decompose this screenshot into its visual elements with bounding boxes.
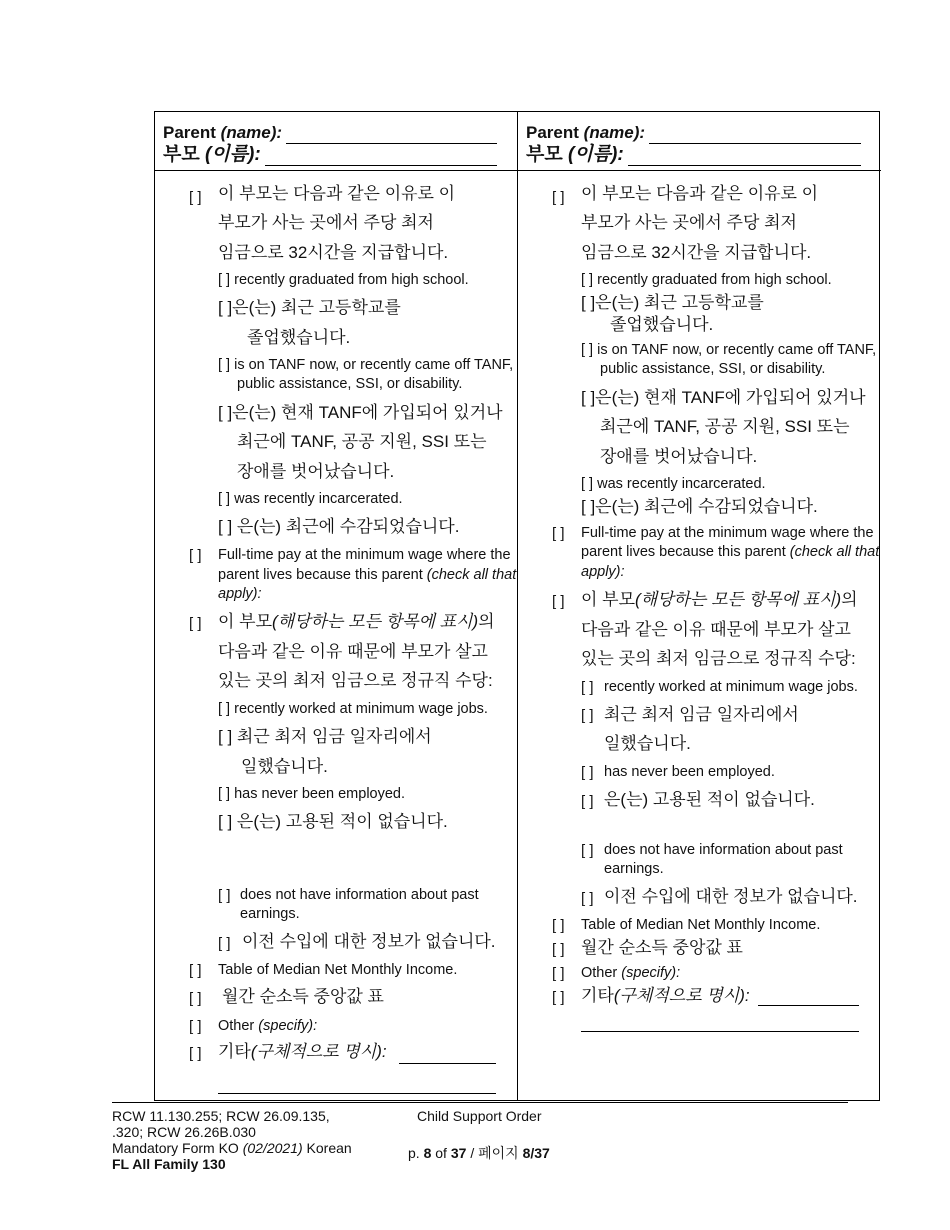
checkbox-fulltime-en[interactable]: [ ] <box>552 525 565 542</box>
text-fulltime-en-1: Full-time pay at the minimum wage where the <box>218 547 511 563</box>
other-specify-field-1[interactable] <box>399 1063 496 1064</box>
footer-form-id: FL All Family 130 <box>112 1156 226 1172</box>
option-incarcerated-en[interactable]: [ ] was recently incarcerated. <box>218 491 403 507</box>
option-no-earnings-ko: 이전 수입에 대한 정보가 없습니다. <box>242 932 496 951</box>
parent-name-field[interactable] <box>649 126 861 144</box>
option-tanf-en-1[interactable]: [ ] is on TANF now, or recently came off TANF, <box>581 342 877 358</box>
checkbox-median-en[interactable]: [ ] <box>189 962 202 979</box>
option-tanf-ko-1[interactable]: [ ]은(는) 현재 TANF에 가입되어 있거나 <box>581 388 866 407</box>
option-graduated-ko-2: 졸업했습니다. <box>247 328 351 347</box>
option-tanf-ko-2: 최근에 TANF, 공공 지원, SSI 또는 <box>600 417 850 436</box>
parent-label: Parent <box>163 123 216 142</box>
footer-document-title: Child Support Order <box>417 1108 542 1124</box>
checkbox-fulltime-ko[interactable]: [ ] <box>189 615 202 632</box>
footer-divider <box>112 1102 848 1103</box>
checkbox-never-employed-en[interactable]: [ ] <box>581 764 594 781</box>
option-never-employed-ko: 은(는) 고용된 적이 없습니다. <box>604 790 815 809</box>
checkbox-other-en[interactable]: [ ] <box>189 1018 202 1035</box>
option-tanf-ko-2: 최근에 TANF, 공공 지원, SSI 또는 <box>237 432 487 451</box>
option-no-earnings-ko: 이전 수입에 대한 정보가 없습니다. <box>604 887 858 906</box>
other-specify-field-1[interactable] <box>758 1005 859 1006</box>
text-median-ko: 월간 순소득 중앙값 표 <box>581 938 743 957</box>
text-32hours-3: 임금으로 32시간을 지급합니다. <box>581 243 812 262</box>
bumo-label: 부모 <box>163 144 200 165</box>
checkbox-other-ko[interactable]: [ ] <box>552 989 565 1006</box>
checkbox-median-ko[interactable]: [ ] <box>552 941 565 958</box>
checkbox-other-ko[interactable]: [ ] <box>189 1045 202 1062</box>
text-32hours-2: 부모가 사는 곳에서 주당 최저 <box>581 213 797 232</box>
checkbox-minwage-en[interactable]: [ ] <box>581 679 594 696</box>
bumo-name-field[interactable] <box>628 148 861 166</box>
text-fulltime-en-3: apply): <box>218 586 262 602</box>
checkbox-fulltime-en[interactable]: [ ] <box>189 547 202 564</box>
option-graduated-ko-2: 졸업했습니다. <box>610 315 714 334</box>
parent-name-field[interactable] <box>286 126 497 144</box>
option-no-earnings-en-2: earnings. <box>604 861 664 877</box>
option-incarcerated-ko[interactable]: [ ] 은(는) 최근에 수감되었습니다. <box>218 517 460 536</box>
option-no-earnings-en-2: earnings. <box>240 906 300 922</box>
text-fulltime-en-1: Full-time pay at the minimum wage where the <box>581 525 874 541</box>
option-minwage-en: recently worked at minimum wage jobs. <box>604 679 858 695</box>
checkbox-median-en[interactable]: [ ] <box>552 917 565 934</box>
parent-column-right <box>518 112 881 1100</box>
text-median-en: Table of Median Net Monthly Income. <box>581 917 821 933</box>
footer-rcw-1: RCW 11.130.255; RCW 26.09.135, <box>112 1108 330 1124</box>
text-fulltime-ko-2: 다음과 같은 이유 때문에 부모가 살고 <box>218 642 488 661</box>
text-other-ko: 기타(구체적으로 명시): <box>218 1042 387 1061</box>
checkbox-median-ko[interactable]: [ ] <box>189 990 202 1007</box>
text-fulltime-ko-3: 있는 곳의 최저 임금으로 정규직 수당: <box>581 649 856 668</box>
footer-page-number: p. 8 of 37 / 페이지 8/37 <box>408 1145 550 1161</box>
parent-name-line <box>163 122 509 144</box>
option-never-employed-en[interactable]: [ ] has never been employed. <box>218 786 406 802</box>
checkbox-no-earnings-en[interactable]: [ ] <box>581 842 594 859</box>
text-32hours-3: 임금으로 32시간을 지급합니다. <box>218 243 449 262</box>
text-fulltime-en-2: parent lives because this parent (check all that <box>218 567 517 583</box>
bumo-name-label: (이름): <box>205 144 261 165</box>
option-tanf-ko-3: 장애를 벗어났습니다. <box>600 447 758 466</box>
text-fulltime-en-3: apply): <box>581 564 625 580</box>
parent-name-line <box>526 122 873 144</box>
option-minwage-ko-1[interactable]: [ ] 최근 최저 임금 일자리에서 <box>218 727 432 746</box>
bumo-name-line <box>163 144 509 166</box>
bumo-label: 부모 <box>526 144 563 165</box>
other-specify-field-2[interactable] <box>218 1093 496 1094</box>
option-incarcerated-en[interactable]: [ ] was recently incarcerated. <box>581 476 766 492</box>
option-no-earnings-en-1: does not have information about past <box>240 887 479 903</box>
bumo-name-label: (이름): <box>568 144 624 165</box>
checkbox-fulltime-ko[interactable]: [ ] <box>552 593 565 610</box>
option-tanf-en-2: public assistance, SSI, or disability. <box>237 376 463 392</box>
option-minwage-ko-1: 최근 최저 임금 일자리에서 <box>604 705 799 724</box>
text-median-en: Table of Median Net Monthly Income. <box>218 962 458 978</box>
text-fulltime-ko-3: 있는 곳의 최저 임금으로 정규직 수당: <box>218 671 493 690</box>
text-fulltime-ko-1: 이 부모(해당하는 모든 항목에 표시)의 <box>218 612 495 631</box>
option-minwage-ko-2: 일했습니다. <box>604 734 691 753</box>
text-other-ko: 기타(구체적으로 명시): <box>581 986 750 1005</box>
bumo-name-field[interactable] <box>265 148 497 166</box>
text-fulltime-ko-1: 이 부모(해당하는 모든 항목에 표시)의 <box>581 590 858 609</box>
text-32hours-1: 이 부모는 다음과 같은 이유로 이 <box>218 184 456 203</box>
option-graduated-ko-1[interactable]: [ ]은(는) 최근 고등학교를 <box>581 293 764 312</box>
text-32hours-2: 부모가 사는 곳에서 주당 최저 <box>218 213 434 232</box>
text-32hours-1: 이 부모는 다음과 같은 이유로 이 <box>581 184 819 203</box>
checkbox-32hours[interactable]: [ ] <box>189 189 202 206</box>
option-graduated-en[interactable]: [ ] recently graduated from high school. <box>218 272 469 288</box>
parent-name-label: (name): <box>583 123 646 142</box>
text-other-en: Other (specify): <box>581 965 681 981</box>
parent-name-header <box>518 112 881 171</box>
checkbox-no-earnings-ko[interactable]: [ ] <box>218 935 231 952</box>
other-specify-field-2[interactable] <box>581 1031 859 1032</box>
option-incarcerated-ko[interactable]: [ ]은(는) 최근에 수감되었습니다. <box>581 497 818 516</box>
option-tanf-en-1[interactable]: [ ] is on TANF now, or recently came off TANF, <box>218 357 514 373</box>
footer-mandatory-form: Mandatory Form KO (02/2021) Korean <box>112 1140 352 1156</box>
text-fulltime-en-2: parent lives because this parent (check all that <box>581 544 880 560</box>
bumo-name-line <box>526 144 873 166</box>
parent-name-label: (name): <box>220 123 283 142</box>
checkbox-never-employed-ko[interactable]: [ ] <box>581 793 594 810</box>
option-minwage-ko-2: 일했습니다. <box>241 757 328 776</box>
checkbox-other-en[interactable]: [ ] <box>552 965 565 982</box>
footer-rcw-2: .320; RCW 26.26B.030 <box>112 1124 256 1140</box>
parent-name-header <box>155 112 517 171</box>
parent-column-left <box>155 112 518 1100</box>
option-never-employed-ko[interactable]: [ ] 은(는) 고용된 적이 없습니다. <box>218 812 448 831</box>
option-never-employed-en: has never been employed. <box>604 764 775 780</box>
text-fulltime-ko-2: 다음과 같은 이유 때문에 부모가 살고 <box>581 620 851 639</box>
checkbox-32hours[interactable]: [ ] <box>552 189 565 206</box>
text-other-en: Other (specify): <box>218 1018 318 1034</box>
text-median-ko: 월간 순소득 중앙값 표 <box>222 987 384 1006</box>
option-graduated-ko-1[interactable]: [ ]은(는) 최근 고등학교를 <box>218 298 401 317</box>
option-graduated-en[interactable]: [ ] recently graduated from high school. <box>581 272 832 288</box>
page-footer <box>0 1100 950 1230</box>
checkbox-no-earnings-ko[interactable]: [ ] <box>581 890 594 907</box>
checkbox-no-earnings-en[interactable]: [ ] <box>218 887 231 904</box>
checkbox-minwage-ko[interactable]: [ ] <box>581 707 594 724</box>
option-tanf-ko-3: 장애를 벗어났습니다. <box>237 462 395 481</box>
option-minwage-en[interactable]: [ ] recently worked at minimum wage jobs. <box>218 701 488 717</box>
option-tanf-ko-1[interactable]: [ ]은(는) 현재 TANF에 가입되어 있거나 <box>218 403 503 422</box>
support-form-table <box>154 111 880 1101</box>
option-no-earnings-en-1: does not have information about past <box>604 842 843 858</box>
option-tanf-en-2: public assistance, SSI, or disability. <box>600 361 826 377</box>
parent-label: Parent <box>526 123 579 142</box>
